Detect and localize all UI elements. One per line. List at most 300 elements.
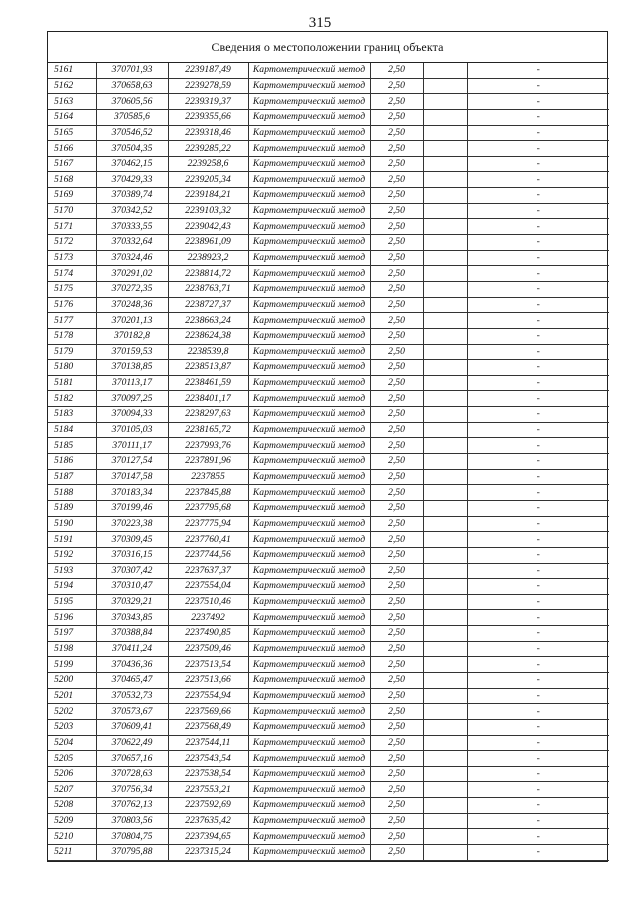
coordinate-x-cell: 370701,93 xyxy=(96,63,168,78)
method-cell: Картометрический метод xyxy=(248,500,370,516)
accuracy-cell: 2,50 xyxy=(370,266,423,282)
table-row xyxy=(48,672,609,688)
table-row xyxy=(48,63,609,78)
coordinate-y-cell: 2237744,56 xyxy=(168,547,248,563)
table-row xyxy=(48,188,609,204)
coordinate-y-cell: 2238763,71 xyxy=(168,281,248,297)
point-number-cell: 5205 xyxy=(48,751,96,767)
method-cell: Картометрический метод xyxy=(248,469,370,485)
point-number-cell: 5182 xyxy=(48,391,96,407)
coordinate-y-cell: 2239103,32 xyxy=(168,203,248,219)
note-cell: - xyxy=(467,813,609,829)
note-cell: - xyxy=(467,125,609,141)
description-cell xyxy=(423,360,467,376)
accuracy-cell: 2,50 xyxy=(370,500,423,516)
point-number-cell: 5165 xyxy=(48,125,96,141)
coordinate-x-cell: 370201,13 xyxy=(96,313,168,329)
coordinate-y-cell: 2237538,54 xyxy=(168,766,248,782)
method-cell: Картометрический метод xyxy=(248,735,370,751)
note-cell: - xyxy=(467,438,609,454)
table-row xyxy=(48,250,609,266)
description-cell xyxy=(423,516,467,532)
coordinate-x-cell: 370199,46 xyxy=(96,500,168,516)
coordinate-y-cell: 2237568,49 xyxy=(168,719,248,735)
coordinate-y-cell: 2239187,49 xyxy=(168,63,248,78)
method-cell: Картометрический метод xyxy=(248,422,370,438)
accuracy-cell: 2,50 xyxy=(370,313,423,329)
description-cell xyxy=(423,798,467,814)
point-number-cell: 5199 xyxy=(48,657,96,673)
table-row xyxy=(48,563,609,579)
point-number-cell: 5200 xyxy=(48,672,96,688)
accuracy-cell: 2,50 xyxy=(370,594,423,610)
description-cell xyxy=(423,845,467,861)
point-number-cell: 5195 xyxy=(48,594,96,610)
note-cell: - xyxy=(467,172,609,188)
method-cell: Картометрический метод xyxy=(248,109,370,125)
method-cell: Картометрический метод xyxy=(248,751,370,767)
coordinate-x-cell: 370342,52 xyxy=(96,203,168,219)
method-cell: Картометрический метод xyxy=(248,297,370,313)
point-number-cell: 5193 xyxy=(48,563,96,579)
description-cell xyxy=(423,672,467,688)
coordinate-y-cell: 2238297,63 xyxy=(168,407,248,423)
accuracy-cell: 2,50 xyxy=(370,719,423,735)
point-number-cell: 5184 xyxy=(48,422,96,438)
description-cell xyxy=(423,141,467,157)
coordinate-x-cell: 370316,15 xyxy=(96,547,168,563)
point-number-cell: 5173 xyxy=(48,250,96,266)
coordinate-x-cell: 370333,55 xyxy=(96,219,168,235)
table-row xyxy=(48,704,609,720)
coordinate-y-cell: 2238727,37 xyxy=(168,297,248,313)
description-cell xyxy=(423,610,467,626)
method-cell: Картометрический метод xyxy=(248,328,370,344)
coordinate-y-cell: 2239318,46 xyxy=(168,125,248,141)
coordinate-x-cell: 370113,17 xyxy=(96,375,168,391)
accuracy-cell: 2,50 xyxy=(370,563,423,579)
table-row xyxy=(48,203,609,219)
coordinate-x-cell: 370585,6 xyxy=(96,109,168,125)
description-cell xyxy=(423,751,467,767)
method-cell: Картометрический метод xyxy=(248,641,370,657)
note-cell: - xyxy=(467,203,609,219)
coordinate-x-cell: 370182,8 xyxy=(96,328,168,344)
note-cell: - xyxy=(467,344,609,360)
table-row xyxy=(48,766,609,782)
coordinate-y-cell: 2238513,87 xyxy=(168,360,248,376)
accuracy-cell: 2,50 xyxy=(370,375,423,391)
coordinate-y-cell: 2237513,54 xyxy=(168,657,248,673)
note-cell: - xyxy=(467,547,609,563)
method-cell: Картометрический метод xyxy=(248,375,370,391)
accuracy-cell: 2,50 xyxy=(370,125,423,141)
method-cell: Картометрический метод xyxy=(248,156,370,172)
coordinate-x-cell: 370105,03 xyxy=(96,422,168,438)
note-cell: - xyxy=(467,188,609,204)
point-number-cell: 5206 xyxy=(48,766,96,782)
note-cell: - xyxy=(467,407,609,423)
accuracy-cell: 2,50 xyxy=(370,704,423,720)
point-number-cell: 5210 xyxy=(48,829,96,845)
method-cell: Картометрический метод xyxy=(248,563,370,579)
table-row xyxy=(48,78,609,94)
method-cell: Картометрический метод xyxy=(248,829,370,845)
point-number-cell: 5201 xyxy=(48,688,96,704)
coordinate-y-cell: 2239258,6 xyxy=(168,156,248,172)
point-number-cell: 5208 xyxy=(48,798,96,814)
method-cell: Картометрический метод xyxy=(248,125,370,141)
point-number-cell: 5170 xyxy=(48,203,96,219)
point-number-cell: 5162 xyxy=(48,78,96,94)
accuracy-cell: 2,50 xyxy=(370,438,423,454)
accuracy-cell: 2,50 xyxy=(370,845,423,861)
method-cell: Картометрический метод xyxy=(248,485,370,501)
table-row xyxy=(48,438,609,454)
method-cell: Картометрический метод xyxy=(248,516,370,532)
description-cell xyxy=(423,657,467,673)
boundary-points-table xyxy=(48,63,609,861)
table-row xyxy=(48,109,609,125)
point-number-cell: 5178 xyxy=(48,328,96,344)
accuracy-cell: 2,50 xyxy=(370,626,423,642)
description-cell xyxy=(423,344,467,360)
table-row xyxy=(48,688,609,704)
coordinate-y-cell: 2237513,66 xyxy=(168,672,248,688)
table-row xyxy=(48,626,609,642)
method-cell: Картометрический метод xyxy=(248,203,370,219)
note-cell: - xyxy=(467,328,609,344)
note-cell: - xyxy=(467,422,609,438)
note-cell: - xyxy=(467,360,609,376)
coordinate-y-cell: 2237891,96 xyxy=(168,454,248,470)
method-cell: Картометрический метод xyxy=(248,219,370,235)
table-row xyxy=(48,156,609,172)
point-number-cell: 5194 xyxy=(48,579,96,595)
point-number-cell: 5197 xyxy=(48,626,96,642)
table-row xyxy=(48,172,609,188)
table-row xyxy=(48,500,609,516)
note-cell: - xyxy=(467,579,609,595)
accuracy-cell: 2,50 xyxy=(370,250,423,266)
method-cell: Картометрический метод xyxy=(248,188,370,204)
method-cell: Картометрический метод xyxy=(248,782,370,798)
coordinate-y-cell: 2237544,11 xyxy=(168,735,248,751)
accuracy-cell: 2,50 xyxy=(370,641,423,657)
accuracy-cell: 2,50 xyxy=(370,172,423,188)
coordinate-y-cell: 2237855 xyxy=(168,469,248,485)
table-row xyxy=(48,516,609,532)
note-cell: - xyxy=(467,156,609,172)
coordinate-x-cell: 370803,56 xyxy=(96,813,168,829)
description-cell xyxy=(423,407,467,423)
coordinate-y-cell: 2237635,42 xyxy=(168,813,248,829)
coordinate-x-cell: 370324,46 xyxy=(96,250,168,266)
note-cell: - xyxy=(467,704,609,720)
note-cell: - xyxy=(467,672,609,688)
coordinate-y-cell: 2239285,22 xyxy=(168,141,248,157)
description-cell xyxy=(423,281,467,297)
note-cell: - xyxy=(467,626,609,642)
accuracy-cell: 2,50 xyxy=(370,688,423,704)
accuracy-cell: 2,50 xyxy=(370,203,423,219)
accuracy-cell: 2,50 xyxy=(370,109,423,125)
coordinate-y-cell: 2238401,17 xyxy=(168,391,248,407)
point-number-cell: 5203 xyxy=(48,719,96,735)
table-row xyxy=(48,579,609,595)
coordinate-x-cell: 370309,45 xyxy=(96,532,168,548)
method-cell: Картометрический метод xyxy=(248,626,370,642)
description-cell xyxy=(423,438,467,454)
description-cell xyxy=(423,704,467,720)
accuracy-cell: 2,50 xyxy=(370,188,423,204)
description-cell xyxy=(423,563,467,579)
method-cell: Картометрический метод xyxy=(248,78,370,94)
accuracy-cell: 2,50 xyxy=(370,391,423,407)
coordinate-y-cell: 2237554,04 xyxy=(168,579,248,595)
coordinate-x-cell: 370609,41 xyxy=(96,719,168,735)
coordinate-x-cell: 370657,16 xyxy=(96,751,168,767)
table-row xyxy=(48,547,609,563)
accuracy-cell: 2,50 xyxy=(370,672,423,688)
point-number-cell: 5172 xyxy=(48,235,96,251)
table-row xyxy=(48,751,609,767)
point-number-cell: 5192 xyxy=(48,547,96,563)
method-cell: Картометрический метод xyxy=(248,719,370,735)
method-cell: Картометрический метод xyxy=(248,63,370,78)
table-row xyxy=(48,344,609,360)
point-number-cell: 5179 xyxy=(48,344,96,360)
point-number-cell: 5163 xyxy=(48,94,96,110)
point-number-cell: 5196 xyxy=(48,610,96,626)
coordinate-y-cell: 2237760,41 xyxy=(168,532,248,548)
description-cell xyxy=(423,641,467,657)
table-row xyxy=(48,735,609,751)
coordinate-y-cell: 2237510,46 xyxy=(168,594,248,610)
accuracy-cell: 2,50 xyxy=(370,610,423,626)
description-cell xyxy=(423,688,467,704)
section-title: Сведения о местоположении границ объекта xyxy=(48,32,607,63)
coordinate-x-cell: 370147,58 xyxy=(96,469,168,485)
coordinate-x-cell: 370248,36 xyxy=(96,297,168,313)
method-cell: Картометрический метод xyxy=(248,657,370,673)
note-cell: - xyxy=(467,641,609,657)
table-row xyxy=(48,391,609,407)
point-number-cell: 5191 xyxy=(48,532,96,548)
coordinate-x-cell: 370332,64 xyxy=(96,235,168,251)
coordinate-x-cell: 370795,88 xyxy=(96,845,168,861)
coordinate-x-cell: 370094,33 xyxy=(96,407,168,423)
description-cell xyxy=(423,235,467,251)
coordinate-y-cell: 2237795,68 xyxy=(168,500,248,516)
point-number-cell: 5198 xyxy=(48,641,96,657)
description-cell xyxy=(423,266,467,282)
note-cell: - xyxy=(467,594,609,610)
description-cell xyxy=(423,469,467,485)
table-row xyxy=(48,235,609,251)
coordinate-x-cell: 370429,33 xyxy=(96,172,168,188)
coordinate-y-cell: 2237637,37 xyxy=(168,563,248,579)
note-cell: - xyxy=(467,454,609,470)
coordinate-y-cell: 2239184,21 xyxy=(168,188,248,204)
coordinate-x-cell: 370307,42 xyxy=(96,563,168,579)
note-cell: - xyxy=(467,375,609,391)
point-number-cell: 5175 xyxy=(48,281,96,297)
note-cell: - xyxy=(467,751,609,767)
coordinate-y-cell: 2239278,59 xyxy=(168,78,248,94)
coordinate-y-cell: 2237569,66 xyxy=(168,704,248,720)
accuracy-cell: 2,50 xyxy=(370,485,423,501)
method-cell: Картометрический метод xyxy=(248,250,370,266)
accuracy-cell: 2,50 xyxy=(370,344,423,360)
table-row xyxy=(48,532,609,548)
point-number-cell: 5166 xyxy=(48,141,96,157)
description-cell xyxy=(423,125,467,141)
description-cell xyxy=(423,188,467,204)
accuracy-cell: 2,50 xyxy=(370,516,423,532)
accuracy-cell: 2,50 xyxy=(370,735,423,751)
coordinate-x-cell: 370462,15 xyxy=(96,156,168,172)
note-cell: - xyxy=(467,845,609,861)
coordinate-x-cell: 370389,74 xyxy=(96,188,168,204)
point-number-cell: 5188 xyxy=(48,485,96,501)
method-cell: Картометрический метод xyxy=(248,766,370,782)
note-cell: - xyxy=(467,63,609,78)
note-cell: - xyxy=(467,391,609,407)
method-cell: Картометрический метод xyxy=(248,172,370,188)
coordinate-x-cell: 370138,85 xyxy=(96,360,168,376)
coordinate-x-cell: 370436,36 xyxy=(96,657,168,673)
accuracy-cell: 2,50 xyxy=(370,156,423,172)
table-row xyxy=(48,281,609,297)
method-cell: Картометрический метод xyxy=(248,704,370,720)
coordinate-x-cell: 370573,67 xyxy=(96,704,168,720)
point-number-cell: 5176 xyxy=(48,297,96,313)
description-cell xyxy=(423,94,467,110)
method-cell: Картометрический метод xyxy=(248,266,370,282)
note-cell: - xyxy=(467,250,609,266)
coordinate-x-cell: 370329,21 xyxy=(96,594,168,610)
accuracy-cell: 2,50 xyxy=(370,407,423,423)
note-cell: - xyxy=(467,485,609,501)
point-number-cell: 5181 xyxy=(48,375,96,391)
coordinate-x-cell: 370411,24 xyxy=(96,641,168,657)
point-number-cell: 5202 xyxy=(48,704,96,720)
table-row xyxy=(48,313,609,329)
description-cell xyxy=(423,328,467,344)
table-row xyxy=(48,422,609,438)
coordinate-x-cell: 370546,52 xyxy=(96,125,168,141)
table-row xyxy=(48,641,609,657)
boundary-points-body xyxy=(48,63,609,860)
description-cell xyxy=(423,735,467,751)
accuracy-cell: 2,50 xyxy=(370,94,423,110)
boundary-points-sheet xyxy=(47,31,608,862)
note-cell: - xyxy=(467,281,609,297)
accuracy-cell: 2,50 xyxy=(370,657,423,673)
accuracy-cell: 2,50 xyxy=(370,141,423,157)
coordinate-y-cell: 2238961,09 xyxy=(168,235,248,251)
description-cell xyxy=(423,500,467,516)
method-cell: Картометрический метод xyxy=(248,141,370,157)
point-number-cell: 5167 xyxy=(48,156,96,172)
method-cell: Картометрический метод xyxy=(248,845,370,861)
coordinate-y-cell: 2238165,72 xyxy=(168,422,248,438)
note-cell: - xyxy=(467,500,609,516)
description-cell xyxy=(423,532,467,548)
method-cell: Картометрический метод xyxy=(248,438,370,454)
point-number-cell: 5190 xyxy=(48,516,96,532)
table-row xyxy=(48,845,609,861)
note-cell: - xyxy=(467,735,609,751)
description-cell xyxy=(423,219,467,235)
coordinate-y-cell: 2237490,85 xyxy=(168,626,248,642)
method-cell: Картометрический метод xyxy=(248,610,370,626)
coordinate-x-cell: 370127,54 xyxy=(96,454,168,470)
table-row xyxy=(48,719,609,735)
coordinate-x-cell: 370756,34 xyxy=(96,782,168,798)
point-number-cell: 5164 xyxy=(48,109,96,125)
description-cell xyxy=(423,297,467,313)
accuracy-cell: 2,50 xyxy=(370,422,423,438)
point-number-cell: 5189 xyxy=(48,500,96,516)
coordinate-y-cell: 2237394,65 xyxy=(168,829,248,845)
coordinate-y-cell: 2237845,88 xyxy=(168,485,248,501)
method-cell: Картометрический метод xyxy=(248,594,370,610)
note-cell: - xyxy=(467,297,609,313)
coordinate-y-cell: 2237315,24 xyxy=(168,845,248,861)
coordinate-x-cell: 370762,13 xyxy=(96,798,168,814)
description-cell xyxy=(423,156,467,172)
coordinate-y-cell: 2237993,76 xyxy=(168,438,248,454)
note-cell: - xyxy=(467,563,609,579)
note-cell: - xyxy=(467,766,609,782)
table-row xyxy=(48,94,609,110)
table-row xyxy=(48,125,609,141)
coordinate-y-cell: 2238814,72 xyxy=(168,266,248,282)
note-cell: - xyxy=(467,719,609,735)
coordinate-y-cell: 2237492 xyxy=(168,610,248,626)
coordinate-x-cell: 370622,49 xyxy=(96,735,168,751)
accuracy-cell: 2,50 xyxy=(370,360,423,376)
description-cell xyxy=(423,391,467,407)
coordinate-x-cell: 370728,63 xyxy=(96,766,168,782)
note-cell: - xyxy=(467,235,609,251)
method-cell: Картометрический метод xyxy=(248,688,370,704)
note-cell: - xyxy=(467,313,609,329)
note-cell: - xyxy=(467,219,609,235)
coordinate-y-cell: 2239042,43 xyxy=(168,219,248,235)
coordinate-x-cell: 370272,35 xyxy=(96,281,168,297)
note-cell: - xyxy=(467,532,609,548)
coordinate-x-cell: 370465,47 xyxy=(96,672,168,688)
method-cell: Картометрический метод xyxy=(248,94,370,110)
coordinate-y-cell: 2237592,69 xyxy=(168,798,248,814)
method-cell: Картометрический метод xyxy=(248,235,370,251)
method-cell: Картометрический метод xyxy=(248,281,370,297)
note-cell: - xyxy=(467,688,609,704)
accuracy-cell: 2,50 xyxy=(370,454,423,470)
method-cell: Картометрический метод xyxy=(248,672,370,688)
description-cell xyxy=(423,579,467,595)
accuracy-cell: 2,50 xyxy=(370,219,423,235)
coordinate-x-cell: 370291,02 xyxy=(96,266,168,282)
coordinate-y-cell: 2237509,46 xyxy=(168,641,248,657)
accuracy-cell: 2,50 xyxy=(370,829,423,845)
point-number-cell: 5211 xyxy=(48,845,96,861)
coordinate-y-cell: 2239205,34 xyxy=(168,172,248,188)
coordinate-y-cell: 2238624,38 xyxy=(168,328,248,344)
